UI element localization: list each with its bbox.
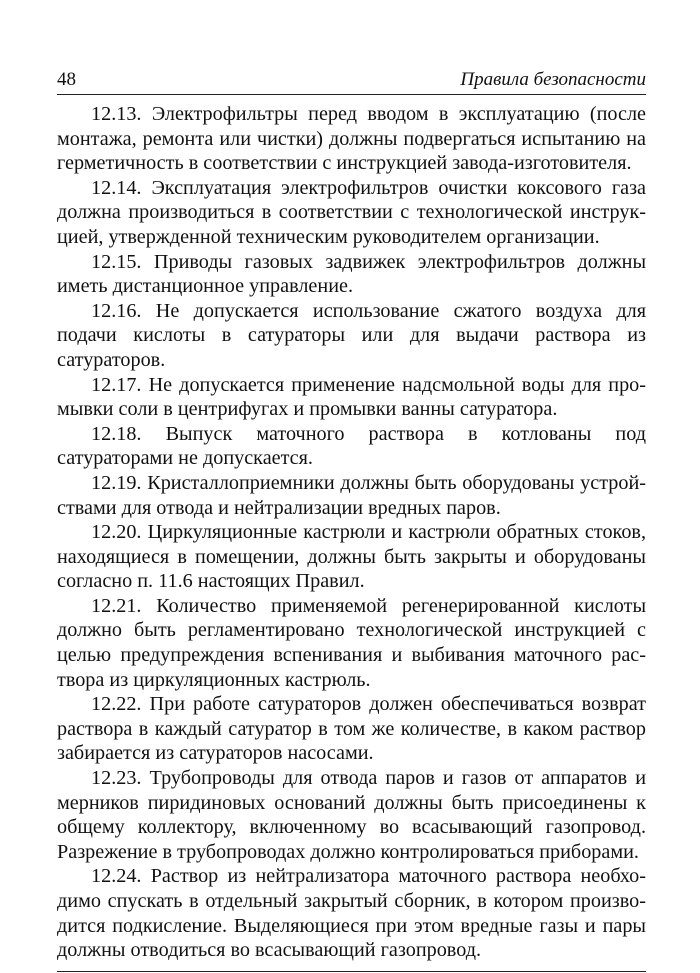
paragraph-text: Кристаллоприемники должны быть оборудованы устройствами для отвода и нейтрализации вредных паров. <box>57 471 646 519</box>
paragraph-text: Эксплуатация электрофильтров очистки коксового газа должна производиться в соответствии с технологической инструкцией, утвержденной техническим руководителем организации. <box>57 176 647 248</box>
paragraph-text: Электрофильтры перед вводом в эксплуатацию (после монтажа, ремонта или чистки) должны подвергаться испытанию на герметичность в соответствии с инструкцией завода-изготовителя. <box>57 103 646 175</box>
body-text <box>57 102 646 963</box>
paragraph-12-20 <box>57 520 646 594</box>
paragraph-number: 12.18. <box>91 422 142 445</box>
paragraph-12-23 <box>57 766 646 864</box>
paragraph-text: Приводы газовых задвижек электрофильтров должны иметь дистанционное управление. <box>57 250 647 298</box>
paragraph-text: Циркуляционные кастрюли и кастрюли обратных стоков, находящиеся в помещении, должны быть закрыты и оборудованы согласно п. 11.6 настоящих Правил. <box>57 521 646 593</box>
bottom-rule <box>57 971 646 972</box>
paragraph-12-21 <box>57 594 646 692</box>
paragraph-text: Трубопроводы для отвода паров и газов от аппаратов и мерников пиридиновых оснований должны быть присоединены к общему коллектору, включенному во всасывающий газопровод. Разрежение в трубопроводах должно контролироваться приборами. <box>57 767 647 863</box>
paragraph-number: 12.15. <box>91 250 142 273</box>
document-page <box>57 66 647 962</box>
paragraph-text: Не допускается использование сжатого воздуха для подачи кислоты в сатураторы или для выдачи раствора из сатураторов. <box>57 299 646 371</box>
paragraph-number: 12.19. <box>91 471 142 494</box>
paragraph-number: 12.17. <box>91 373 142 396</box>
page-header <box>57 66 646 95</box>
paragraph-12-19 <box>57 471 646 520</box>
paragraph-12-17 <box>57 373 646 422</box>
paragraph-12-14 <box>57 176 646 250</box>
running-title: Правила безопасности <box>460 69 646 90</box>
paragraph-number: 12.23. <box>91 767 142 790</box>
paragraph-text: При работе сатураторов должен обеспечиваться возврат раствора в каждый сатуратор в том же количестве, в каком раствор забирается из сатураторов насосами. <box>57 693 646 765</box>
paragraph-number: 12.14. <box>91 176 142 199</box>
paragraph-text: Количество применяемой регенерированной кислоты должно быть регламентировано технологической инструкцией с целью предупреждения вспенивания и выбивания маточного раствора из циркуляционных кастрюль. <box>57 594 647 691</box>
paragraph-text: Раствор из нейтрализатора маточного раствора необходимо спускать в отдельный закрытый сборник, в котором производится подкисление. Выделяющиеся при этом вредные газы и пары должны отводиться во всасывающий газопровод. <box>57 865 647 962</box>
paragraph-12-13 <box>57 102 646 176</box>
paragraph-12-24 <box>57 864 646 962</box>
paragraph-text: Выпуск маточного раствора в котлованы под сатураторами не допускается. <box>57 422 646 470</box>
paragraph-12-15 <box>57 250 646 299</box>
paragraph-number: 12.21. <box>91 594 142 617</box>
page-number: 48 <box>57 69 76 90</box>
paragraph-12-16 <box>57 299 646 373</box>
paragraph-12-18 <box>57 422 646 471</box>
paragraph-number: 12.13. <box>91 103 142 125</box>
paragraph-number: 12.16. <box>91 299 142 322</box>
paragraph-number: 12.20. <box>91 521 142 544</box>
paragraph-text: Не допускается применение надсмольной воды для промывки соли в центрифугах и промывки ванны сатуратора. <box>57 373 646 421</box>
paragraph-12-22 <box>57 692 646 766</box>
paragraph-number: 12.22. <box>91 693 142 716</box>
paragraph-number: 12.24. <box>91 865 142 888</box>
